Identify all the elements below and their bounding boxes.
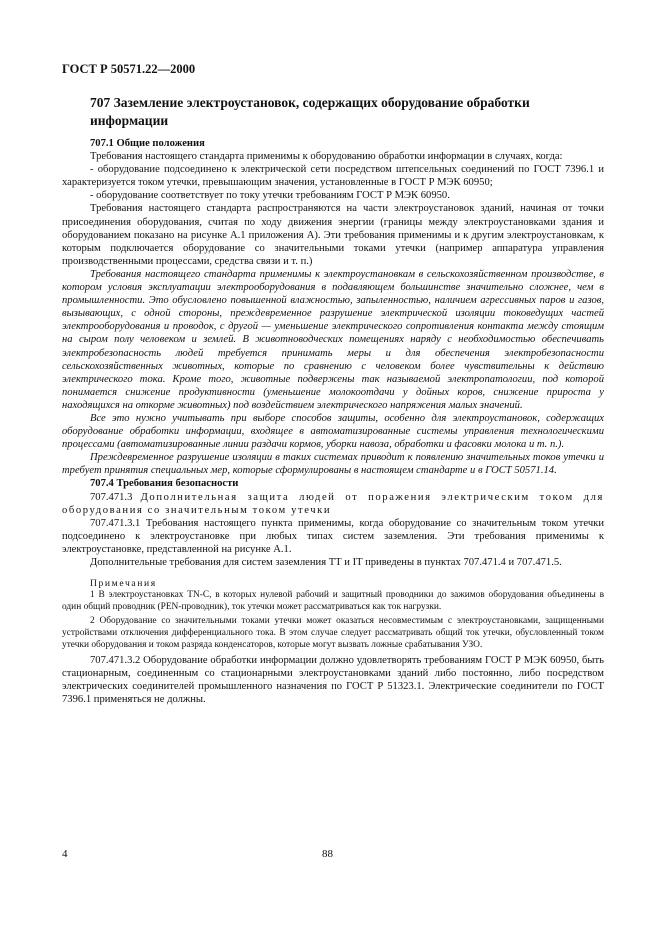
paragraph: Требования настоящего стандарта применимы к оборудованию обработки информации в случаях, когда:	[90, 151, 563, 163]
note-item: 2 Оборудование со значительными токами утечки может оказаться несовместимым с электроустановками, защищенными устройствами отключения дифференциального тока. В этом случае следует рассматривать общий ток утечки, обусловленный током утечки оборудования и током разряда конденсаторов, которые могут вызвать ложные срабатывания УЗО.	[62, 616, 604, 650]
notes-heading: Примечания	[90, 578, 157, 590]
standard-header: ГОСТ Р 50571.22—2000	[62, 62, 196, 76]
clause-number: 707.471.3	[90, 491, 133, 503]
note-item: 1 В электроустановках TN-C, в которых нулевой рабочий и защитный проводники до зажимов оборудования объединены в один общий проводник (PEN-проводник), ток утечки может рассматриваться как ток нагрузки.	[62, 590, 604, 612]
paragraph: Дополнительные требования для систем заземления ТТ и IT приведены в пунктах 707.471.4 и 707.471.5.	[90, 557, 562, 568]
page-number-local: 4	[62, 848, 68, 860]
italic-paragraph: Все это нужно учитывать при выборе способов защиты, особенно для электроустановок, содержащих оборудование обработки информации, входящее в автоматизированные системы управления технологическими процессами (автоматизированные линии раздачи кормов, уборки навоза, обработки и фасовки молока и т. п.).	[62, 412, 604, 451]
subsection-heading-safety: 707.4 Требования безопасности	[90, 478, 239, 490]
paragraph: 707.471.3.2 Оборудование обработки информации должно удовлетворять требованиям ГОСТ Р МЭК 60950, быть стационарным, соединенным со стационарными электроустановками зданий либо постоянно, либо посредством электрических соединителей промышленного назначения по ГОСТ Р 51323.1. Электрические соединители по ГОСТ 7396.1 применяться не должны.	[62, 655, 604, 706]
section-title: 707 Заземление электроустановок, содержащих оборудование обработки информации	[90, 95, 530, 128]
document-body	[62, 137, 604, 707]
italic-paragraph: Требования настоящего стандарта применимы к электроустановкам в сельскохозяйственном производстве, в котором условия эксплуатации электрооборудования в подавляющем большинстве значительно сложнее, чем в промышленности. Это обусловлено повышенной влажностью, запыленностью, наличием агрессивных паров и газов, вызывающих, с одной стороны, преждевременное разрушение электрической изоляции токоведущих частей электрооборудования и проводок, с другой — уменьшение электрического сопротивления контакта между стоящим на сыром полу человеком и землей. В животноводческих помещениях наряду с необходимостью обеспечивать электробезопасность людей требуется принимать меры и для обеспечения электробезопасности сельскохозяйственных животных, которые по сравнению с человеком более чувствительны к действию электрического тока. Кроме того, животные подвержены так называемой электропатологии, под которой понимается снижение продуктивности (уменьшение молокоотдачи у дойных коров, снижение прироста у находящихся на откорме животных) под воздействием электрического напряжения малых значений.	[62, 268, 604, 411]
list-item: - оборудование соответствует по току утечки требованиям ГОСТ Р МЭК 60950.	[90, 190, 450, 202]
italic-paragraph: Преждевременное разрушение изоляции в таких системах приводит к появлению значительных токов утечки и требует принятия специальных мер, которые сформулированы в настоящем стандарте и в ГОСТ 50571.14.	[62, 452, 604, 477]
paragraph: 707.471.3.1 Требования настоящего пункта применимы, когда оборудование со значительным током утечки подсоединено к электроустановке при любых типах систем заземления. Эти требования применимы к электроустановке, представленной на рисунке А.1.	[62, 517, 604, 555]
paragraph: Требования настоящего стандарта распространяются на части электроустановок зданий, начиная от точки присоединения оборудования, считая по ходу движения энергии (границы между электроустановками здания и оборудованием показано на рисунке А.1 приложения А). Эти требования применимы и к другим электроустановкам, к которым подключается оборудование со значительными токами утечки (например аппаратура управления производственными процессами, средства связи и т. п.)	[62, 203, 604, 267]
clause-707-471-3	[62, 491, 604, 517]
subsection-heading-general: 707.1 Общие положения	[90, 138, 205, 149]
clause-title: Дополнительная защита людей от поражения электрическим током для оборудования со значительным током утечки	[62, 491, 605, 516]
list-item: - оборудование подсоединено к электрической сети посредством штепсельных соединений по ГОСТ 7396.1 и характеризуется током утечки, превышающим значения, установленные в ГОСТ Р МЭК 60950;	[62, 164, 604, 189]
page-number-global: 88	[322, 848, 333, 860]
